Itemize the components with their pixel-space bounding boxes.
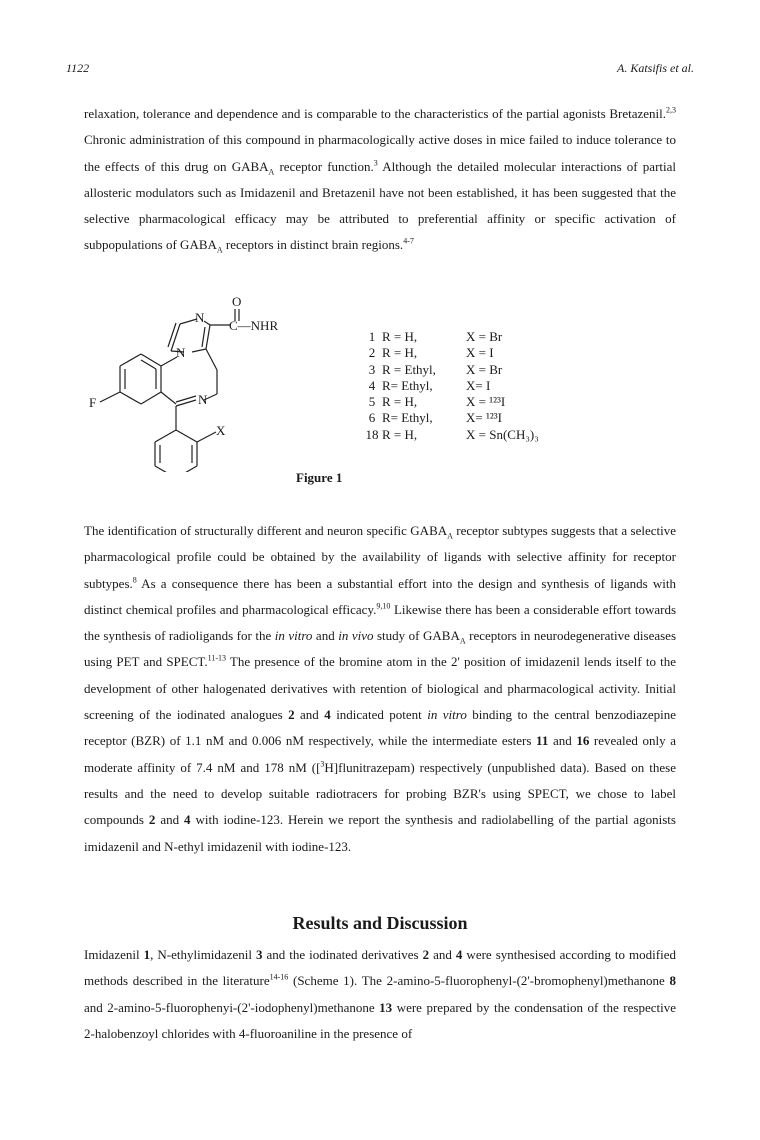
compound-row: 18 R = H, X = Sn(CH₃)₃ [365,426,539,442]
atom-n-bridge: N [176,345,186,360]
compound-row: 2 R = H, X = I [368,345,494,361]
atom-x: X [216,423,226,438]
paragraph-body: The identification of structurally different and neuron specific $GABA_A$ receptor subtypes suggests that a selective pharmacological profile could be obtained by the availability of ligands with selective affinity for receptor subtypes.$^8$ As a consequence there has been a substantial effort into the design and synthesis of ligands with distinct chemical profiles and pharmacological efficacy.$^{9,10}$ Likewise there has been a considerable effort towards the synthesis of radioligands for the in vitro and in vivo study of $GABA_A$ receptors in neurodegenerative diseases using PET and SPECT.$^{11-13}$ The presence of the bromine atom in the 2' position of imidazenil lends itself to the development of other halogenated derivatives with retention of biological and pharmacological activity. Initial screening of the iodinated analogues 2 and 4 indicated potent in vitro binding to the central benzodiazepine receptor (BZR) of 1.1 nM and 0.006 nM respectively, while the intermediate esters 11 and 16 revealed only a moderate affinity of 7.4 nM and 178 nM ([$^3$H]flunitrazepam) respectively (unpublished data). Based on these results and the need to develop suitable radiotracers for probing BZR's using SPECT, we chose to label compounds 2 and 4 with iodine-123. Herein we report the synthesis and radiolabelling of the partial agonists imidazenil and N-ethyl imidazenil with iodine-123. [84,523,677,854]
running-head: A. Katsifis et al. [616,61,694,75]
compound-row: 4 R= Ethyl, X= I [368,377,491,393]
compound-row: 1 R = H, X = Br [368,329,503,344]
figure-1 [84,292,684,502]
atom-f: F [89,395,97,410]
compound-row: 3 R = Ethyl, X = Br [368,361,503,377]
atom-n-imidazole: N [195,310,205,325]
page-header [0,61,760,81]
compound-table [362,329,539,443]
atom-o: O [232,294,242,309]
page-number: 1122 [66,61,90,75]
compound-row: 5 R = H, X = ¹²³I [368,394,506,410]
figure-caption: Figure 1 [296,470,343,485]
atom-c-nhr: C—NHR [229,318,279,333]
compound-row: 6 R= Ethyl, X= ¹²³I [368,410,502,426]
paragraph-intro: relaxation, tolerance and dependence and is comparable to the characteristics of the partial agonists Bretazenil.$^{2,3}$ Chronic administration of this compound in pharmacologically active doses in mice failed to induce tolerance to the effects of this drug on $GABA_A$ receptor function.$^3$ Although the detailed molecular interactions of partial allosteric modulators such as Imidazenil and Bretazenil have not been established, it has been suggested that the selective pharmacological efficacy may be attributed to preferential affinity or specific activation of subpopulations of $GABA_A$ receptors in distinct brain regions.$^{4-7}$ [84,105,677,256]
atom-n-imine: N [198,392,208,407]
paragraph-results: Imidazenil 1, N-ethylimidazenil 3 and the iodinated derivatives 2 and 4 were synthesised according to modified methods described in the literature$^{14-16}$ (Scheme 1). The 2-amino-5-fluorophenyl-(2'-bromophenyl)methanone 8 and 2-amino-5-fluorophenyi-(2'-iodophenyl)methanone 13 were prepared by the condensation of the respective 2-halobenzoyl chlorides with 4-fluoroaniline in the presence of [84,947,676,1041]
section-heading: Results and Discussion [292,913,468,933]
